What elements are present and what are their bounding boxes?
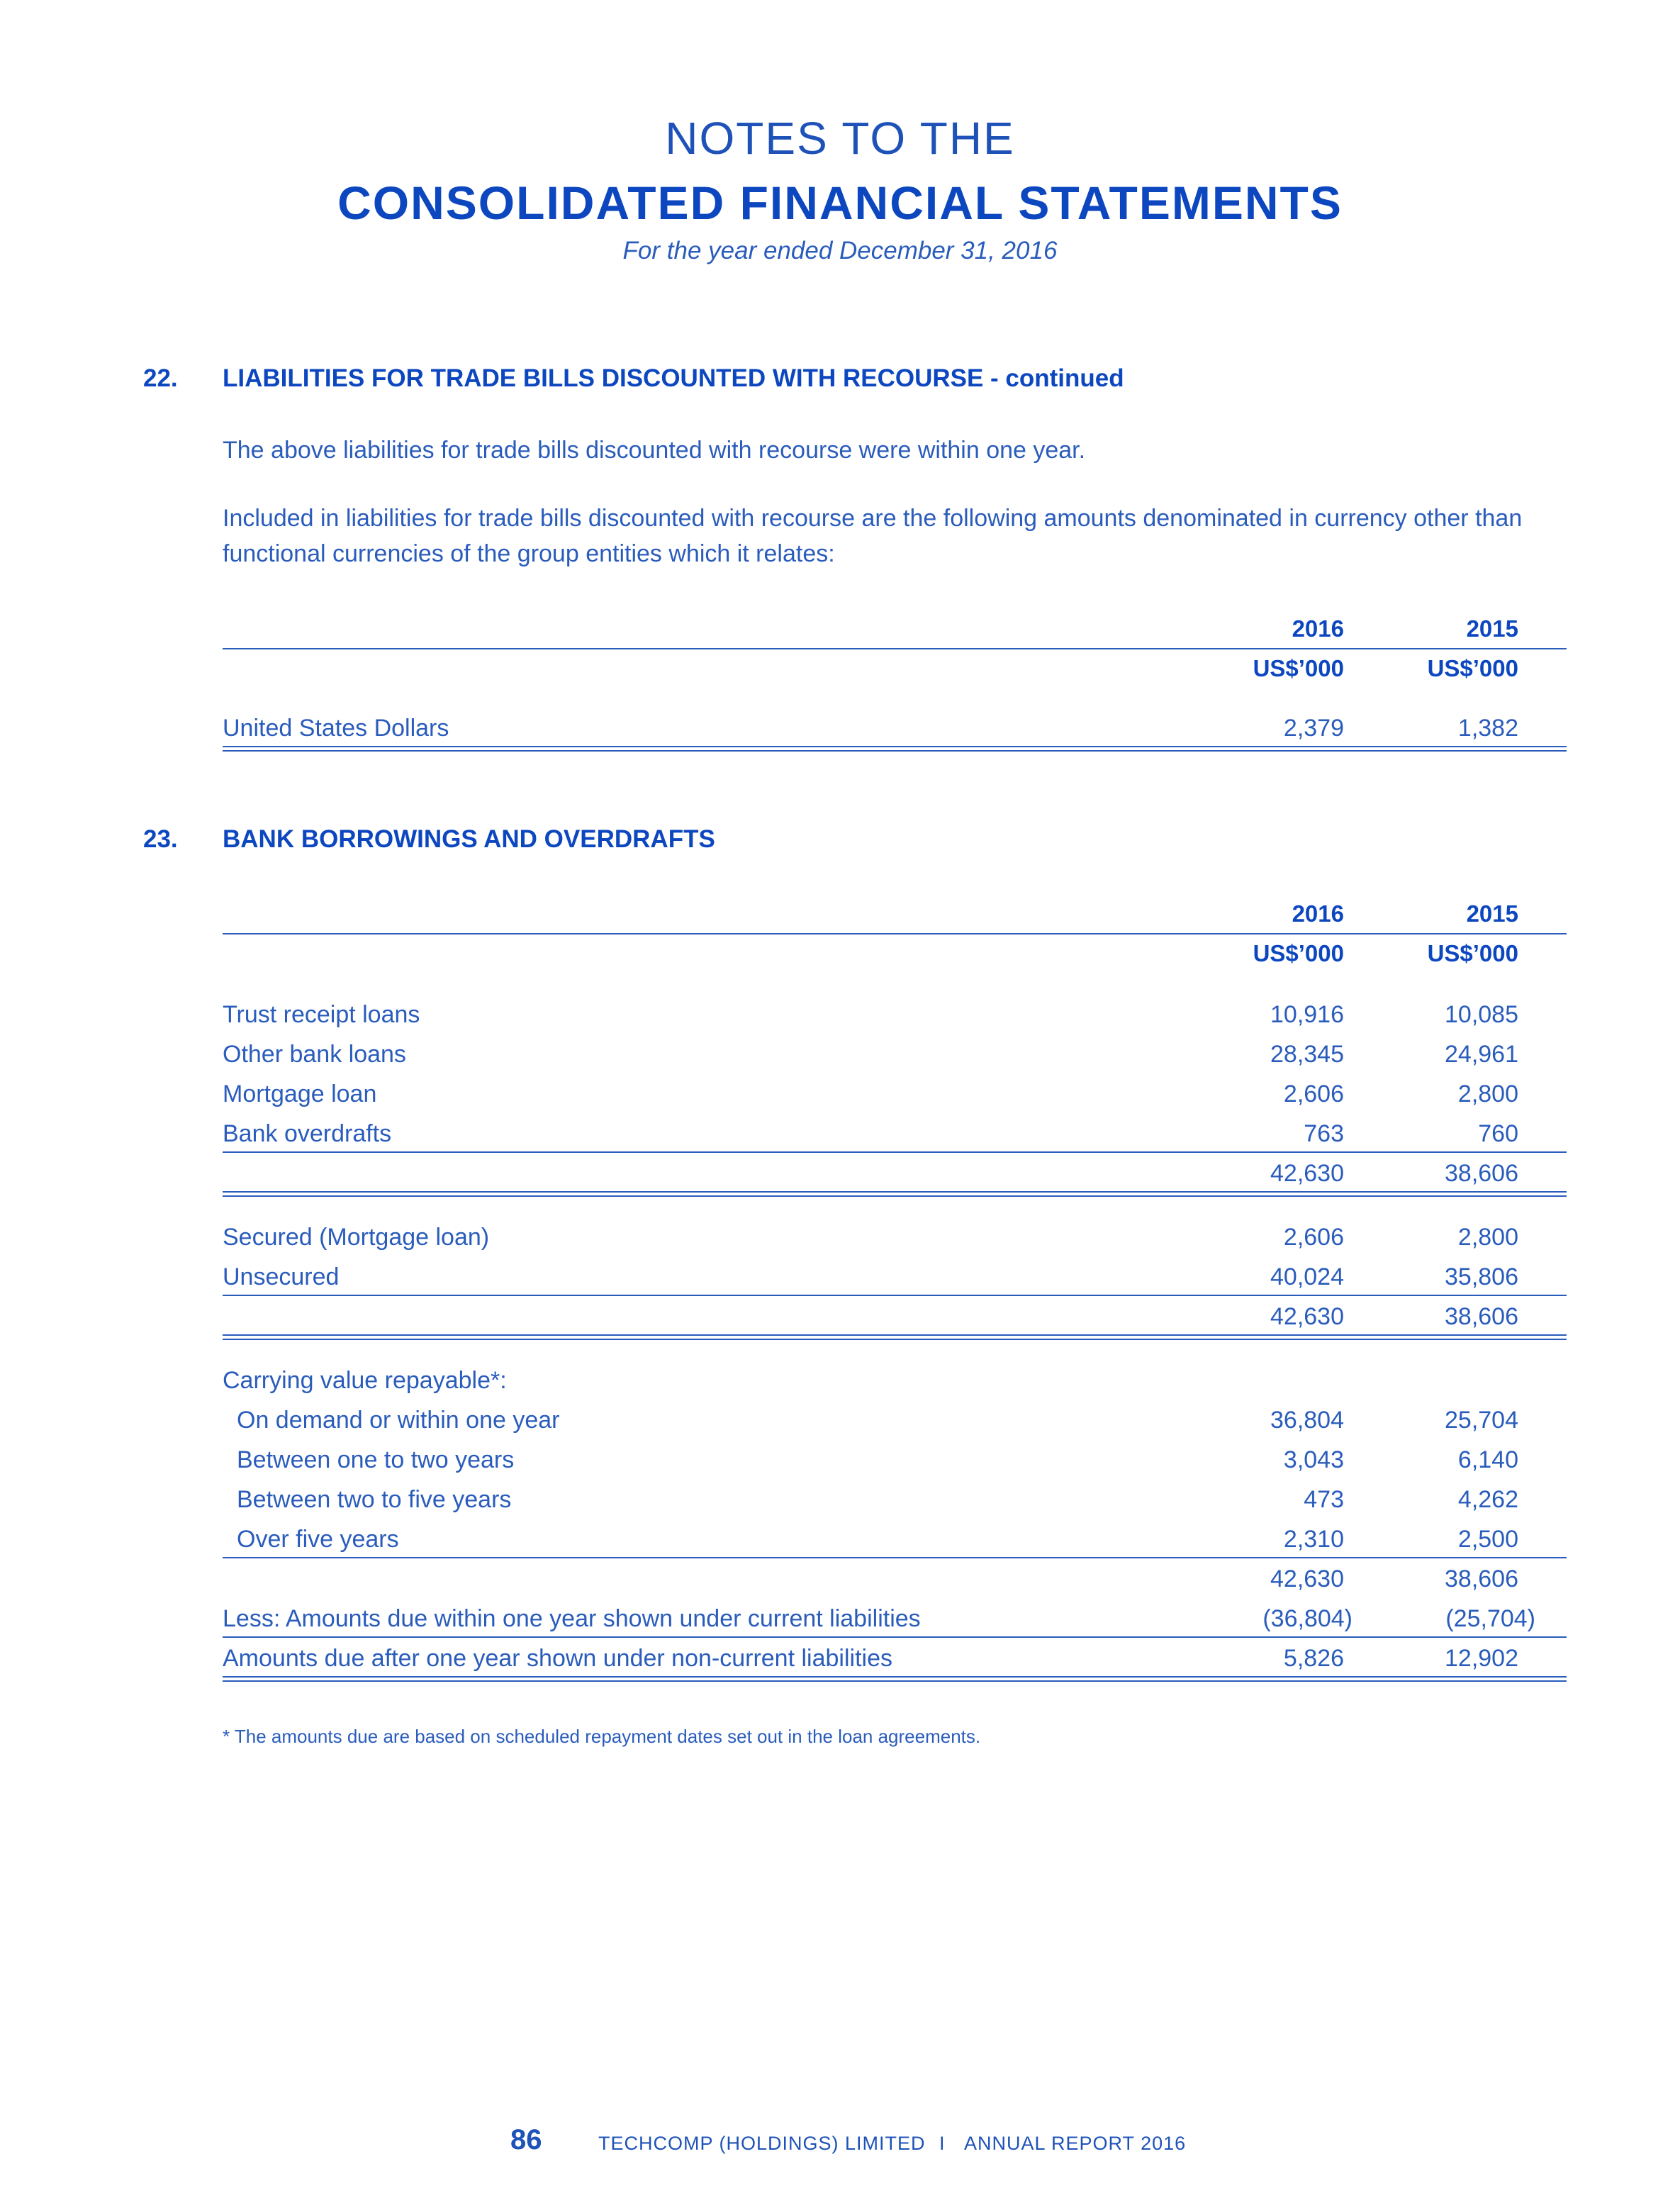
value-2016: 2,379 xyxy=(1283,715,1344,742)
col-year-2015: 2015 xyxy=(1466,615,1518,642)
col-year-2016: 2016 xyxy=(1292,900,1344,927)
value-2016: 2,310 xyxy=(1283,1526,1344,1553)
value-2016: 10,916 xyxy=(1270,1001,1344,1028)
page-title: CONSOLIDATED FINANCIAL STATEMENTS xyxy=(337,177,1343,229)
table-row xyxy=(223,1120,1567,1160)
section-22-paragraph-1: The above liabilities for trade bills discounted with recourse were within one year. xyxy=(223,437,1086,464)
row-label: Between two to five years xyxy=(237,1486,512,1513)
value-2015: 2,800 xyxy=(1457,1224,1518,1251)
row-label: Other bank loans xyxy=(223,1041,406,1068)
section-22-paragraph-2: Included in liabilities for trade bills discounted with recourse are the following amounts denominated in currency other than functional currencies of the group entities which it relates: xyxy=(223,505,1523,567)
footer-report: ANNUAL REPORT 2016 xyxy=(964,2133,1187,2154)
value-2015: 24,961 xyxy=(1445,1041,1518,1068)
footer-separator: I xyxy=(939,2133,945,2154)
footnote: * The amounts due are based on scheduled repayment dates set out in the loan agreements. xyxy=(223,1726,981,1747)
table-row xyxy=(223,1367,1567,1407)
col-unit-2016: US$’000 xyxy=(1253,940,1344,966)
total-2015: 38,606 xyxy=(1445,1303,1518,1330)
col-year-2015: 2015 xyxy=(1466,900,1518,927)
total-2016: 42,630 xyxy=(1270,1303,1344,1330)
period-subtitle: For the year ended December 31, 2016 xyxy=(622,237,1058,264)
repayable-heading: Carrying value repayable*: xyxy=(223,1367,507,1394)
value-2015: 4,262 xyxy=(1457,1486,1518,1513)
value-2015: 2,800 xyxy=(1457,1081,1518,1107)
value-2015: 25,704 xyxy=(1445,1407,1518,1434)
section-23-number: 23. xyxy=(143,825,178,853)
section-23-title: BANK BORROWINGS AND OVERDRAFTS xyxy=(223,825,715,853)
double-rule xyxy=(223,1334,1567,1340)
row-label: Secured (Mortgage loan) xyxy=(223,1224,490,1251)
header-rule xyxy=(223,933,1567,934)
page-number: 86 xyxy=(510,2124,542,2155)
row-label: Less: Amounts due within one year shown under current liabilities xyxy=(223,1605,921,1632)
subtotal-rule xyxy=(223,1557,1567,1558)
value-2016: 2,606 xyxy=(1283,1081,1344,1107)
table-row xyxy=(223,1486,1567,1526)
table-row xyxy=(223,1263,1567,1303)
value-2016: 2,606 xyxy=(1283,1224,1344,1251)
row-label: On demand or within one year xyxy=(237,1407,560,1434)
section-22-number: 22. xyxy=(143,364,178,392)
double-rule xyxy=(223,746,1567,752)
value-2015: 35,806 xyxy=(1445,1263,1518,1290)
row-label: Unsecured xyxy=(223,1263,340,1290)
row-label: Trust receipt loans xyxy=(223,1001,420,1028)
row-label: Amounts due after one year shown under non-current liabilities xyxy=(223,1645,892,1672)
col-year-2016: 2016 xyxy=(1292,615,1344,642)
value-2015: 760 xyxy=(1478,1120,1518,1147)
section-22-title: LIABILITIES FOR TRADE BILLS DISCOUNTED WITH RECOURSE - continued xyxy=(223,364,1124,392)
value-2015: (25,704) xyxy=(1445,1605,1535,1632)
value-2016: 5,826 xyxy=(1283,1645,1344,1672)
row-label: Between one to two years xyxy=(237,1446,515,1473)
page-footer xyxy=(0,2124,1680,2160)
value-2015: 10,085 xyxy=(1445,1001,1518,1028)
value-2015: 1,382 xyxy=(1457,715,1518,742)
value-2016: 28,345 xyxy=(1270,1041,1344,1068)
subtotal-rule xyxy=(223,1636,1567,1638)
table-row xyxy=(223,1407,1567,1446)
double-rule xyxy=(223,1676,1567,1682)
total-2015: 38,606 xyxy=(1445,1160,1518,1187)
total-row xyxy=(223,1565,1567,1605)
col-unit-2016: US$’000 xyxy=(1253,655,1344,681)
total-2016: 42,630 xyxy=(1270,1565,1344,1592)
value-2016: 40,024 xyxy=(1270,1263,1344,1290)
value-2015: 12,902 xyxy=(1445,1645,1518,1672)
row-label: Mortgage loan xyxy=(223,1081,377,1107)
row-label: Bank overdrafts xyxy=(223,1120,392,1147)
total-2016: 42,630 xyxy=(1270,1160,1344,1187)
row-label: Over five years xyxy=(237,1526,399,1553)
header-rule xyxy=(223,648,1567,649)
double-rule xyxy=(223,1191,1567,1197)
col-unit-2015: US$’000 xyxy=(1427,655,1518,681)
table-row xyxy=(223,1605,1567,1645)
value-2016: 3,043 xyxy=(1283,1446,1344,1473)
row-label: United States Dollars xyxy=(223,715,449,742)
table-row xyxy=(223,1041,1567,1081)
table-row xyxy=(223,1446,1567,1486)
header-notes-to-the: NOTES TO THE xyxy=(665,113,1015,164)
value-2016: 763 xyxy=(1304,1120,1344,1147)
table-row xyxy=(223,1224,1567,1263)
value-2015: 2,500 xyxy=(1457,1526,1518,1553)
value-2016: 36,804 xyxy=(1270,1407,1344,1434)
table-row xyxy=(223,1081,1567,1120)
table-row xyxy=(223,1526,1567,1565)
subtotal-rule xyxy=(223,1151,1567,1153)
table-row xyxy=(223,1001,1567,1041)
value-2016: 473 xyxy=(1304,1486,1344,1513)
value-2016: (36,804) xyxy=(1262,1605,1353,1632)
value-2015: 6,140 xyxy=(1457,1446,1518,1473)
col-unit-2015: US$’000 xyxy=(1427,940,1518,966)
footer-company: TECHCOMP (HOLDINGS) LIMITED xyxy=(598,2133,926,2154)
subtotal-rule xyxy=(223,1295,1567,1296)
total-2015: 38,606 xyxy=(1445,1565,1518,1592)
